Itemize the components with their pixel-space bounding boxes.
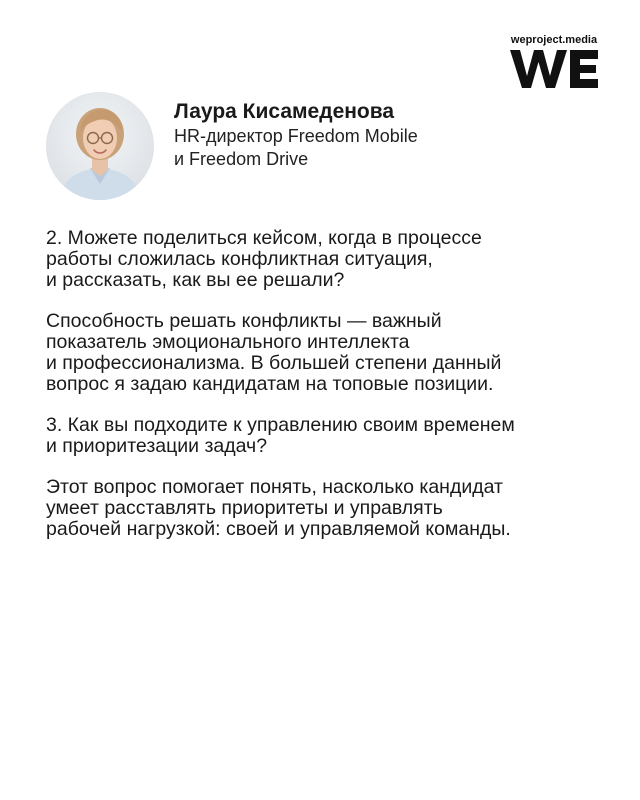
text-line: и приоритезации задач?	[46, 435, 268, 457]
brand-site: weproject.media	[510, 34, 598, 46]
author-photo	[46, 92, 154, 200]
text-line: Способность решать конфликты — важный	[46, 310, 442, 332]
author-info	[174, 99, 534, 171]
author-name: Лаура Кисамеденова	[174, 100, 395, 123]
text-line: и рассказать, как вы ее решали?	[46, 269, 345, 291]
question-3	[46, 415, 606, 457]
author-avatar	[46, 92, 154, 200]
text-line: рабочей нагрузкой: своей и управляемой команды.	[46, 518, 511, 540]
logo-letter-w	[510, 50, 567, 88]
text-line: и профессионализма. В большей степени данный	[46, 352, 502, 374]
text-line: 3. Как вы подходите к управлению своим временем	[46, 414, 515, 436]
text-line: показатель эмоционального интеллекта	[46, 331, 410, 353]
text-line: Этот вопрос помогает понять, насколько кандидат	[46, 476, 503, 498]
article-body	[46, 228, 606, 560]
text-line: умеет расставлять приоритеты и управлять	[46, 497, 443, 519]
logo-letter-e	[570, 50, 598, 88]
we-logo	[510, 48, 598, 90]
answer-2	[46, 311, 606, 395]
text-line: вопрос я задаю кандидатам на топовые позиции.	[46, 373, 494, 395]
text-line: 2. Можете поделиться кейсом, когда в процессе	[46, 227, 482, 249]
text-line: работы сложилась конфликтная ситуация,	[46, 248, 433, 270]
author-role-line: HR-директор Freedom Mobile	[174, 126, 418, 146]
brand	[506, 34, 602, 90]
question-2	[46, 228, 606, 291]
author-role-line: и Freedom Drive	[174, 149, 309, 169]
answer-3	[46, 477, 606, 540]
